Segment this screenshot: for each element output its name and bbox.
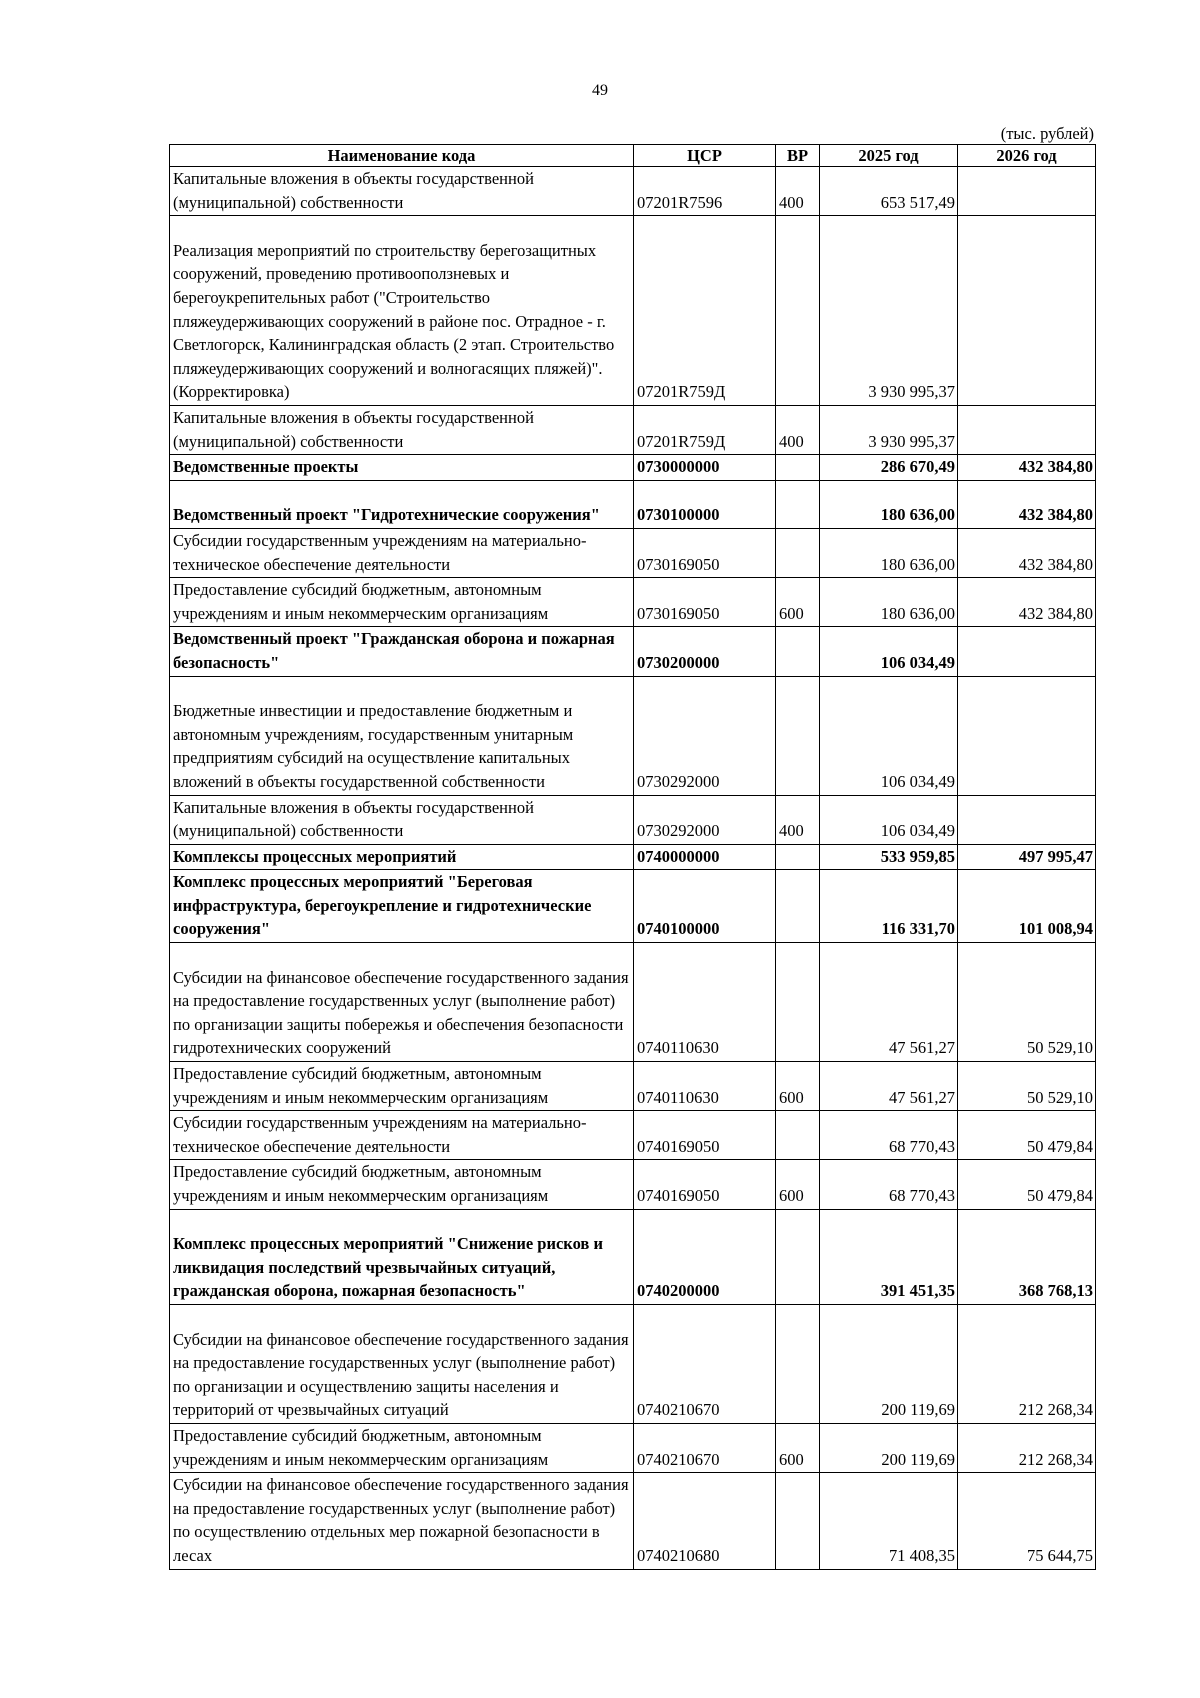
cell-csr: 0730000000 (634, 455, 776, 481)
cell-vr (776, 455, 820, 481)
cell-csr: 07201R759Д (634, 405, 776, 454)
cell-csr: 0730200000 (634, 627, 776, 676)
cell-name: Ведомственный проект "Гидротехнические сооружения" (170, 480, 634, 528)
cell-name: Субсидии на финансовое обеспечение государственного задания на предоставление государственных услуг (выполнение работ) по организации защиты побережья и обеспечения безопасности гидротехнических сооружений (170, 943, 634, 1062)
cell-vr (776, 870, 820, 943)
cell-csr: 07201R759Д (634, 216, 776, 406)
cell-y2025: 200 119,69 (820, 1305, 958, 1424)
cell-name: Предоставление субсидий бюджетным, автономным учреждениям и иным некоммерческим организациям (170, 1062, 634, 1111)
cell-csr: 0740110630 (634, 943, 776, 1062)
cell-y2025: 47 561,27 (820, 943, 958, 1062)
cell-vr (776, 1209, 820, 1304)
table-row (170, 1062, 1096, 1111)
cell-csr: 0740000000 (634, 844, 776, 870)
table-row (170, 578, 1096, 627)
cell-name: Предоставление субсидий бюджетным, автономным учреждениям и иным некоммерческим организациям (170, 578, 634, 627)
cell-name: Субсидии государственным учреждениям на материально-техническое обеспечение деятельности (170, 528, 634, 577)
cell-vr: 600 (776, 1160, 820, 1209)
cell-csr: 0740110630 (634, 1062, 776, 1111)
cell-y2026: 50 529,10 (958, 1062, 1096, 1111)
cell-y2025: 391 451,35 (820, 1209, 958, 1304)
header-csr: ЦСР (634, 145, 776, 167)
cell-y2026 (958, 216, 1096, 406)
cell-y2025: 71 408,35 (820, 1473, 958, 1569)
cell-y2025: 286 670,49 (820, 455, 958, 481)
cell-vr: 400 (776, 795, 820, 844)
cell-y2025: 200 119,69 (820, 1424, 958, 1473)
table-row (170, 676, 1096, 795)
table-row (170, 870, 1096, 943)
cell-y2026 (958, 405, 1096, 454)
cell-y2025: 653 517,49 (820, 167, 958, 216)
cell-name: Предоставление субсидий бюджетным, автономным учреждениям и иным некоммерческим организациям (170, 1424, 634, 1473)
cell-y2025: 106 034,49 (820, 627, 958, 676)
cell-y2026: 50 479,84 (958, 1160, 1096, 1209)
table-row (170, 943, 1096, 1062)
cell-y2026: 212 268,34 (958, 1305, 1096, 1424)
table-row (170, 1473, 1096, 1569)
cell-csr: 0740100000 (634, 870, 776, 943)
cell-name: Ведомственные проекты (170, 455, 634, 481)
table-row (170, 455, 1096, 481)
cell-y2026: 432 384,80 (958, 578, 1096, 627)
table-row (170, 844, 1096, 870)
cell-y2026: 50 529,10 (958, 943, 1096, 1062)
cell-y2025: 180 636,00 (820, 480, 958, 528)
table-row (170, 528, 1096, 577)
units-label: (тыс. рублей) (1000, 124, 1094, 143)
cell-csr: 0730169050 (634, 528, 776, 577)
cell-name: Предоставление субсидий бюджетным, автономным учреждениям и иным некоммерческим организациям (170, 1160, 634, 1209)
cell-y2025: 3 930 995,37 (820, 405, 958, 454)
cell-vr (776, 943, 820, 1062)
cell-name: Капитальные вложения в объекты государственной (муниципальной) собственности (170, 167, 634, 216)
cell-y2025: 68 770,43 (820, 1111, 958, 1160)
cell-y2026: 432 384,80 (958, 455, 1096, 481)
budget-table (169, 144, 1096, 1570)
cell-y2026: 75 644,75 (958, 1473, 1096, 1569)
cell-vr (776, 1305, 820, 1424)
cell-y2026 (958, 167, 1096, 216)
cell-csr: 0730292000 (634, 676, 776, 795)
cell-csr: 0740169050 (634, 1111, 776, 1160)
cell-name: Капитальные вложения в объекты государственной (муниципальной) собственности (170, 405, 634, 454)
cell-csr: 0730100000 (634, 480, 776, 528)
cell-y2025: 106 034,49 (820, 795, 958, 844)
cell-y2025: 116 331,70 (820, 870, 958, 943)
cell-csr: 0740210670 (634, 1305, 776, 1424)
cell-y2025: 68 770,43 (820, 1160, 958, 1209)
cell-y2025: 47 561,27 (820, 1062, 958, 1111)
cell-y2026: 432 384,80 (958, 480, 1096, 528)
page-number: 49 (592, 82, 608, 99)
table-row (170, 627, 1096, 676)
cell-vr (776, 627, 820, 676)
header-name: Наименование кода (170, 145, 634, 167)
cell-y2026: 101 008,94 (958, 870, 1096, 943)
cell-csr: 0740210680 (634, 1473, 776, 1569)
cell-y2026: 50 479,84 (958, 1111, 1096, 1160)
table-row (170, 1160, 1096, 1209)
cell-vr (776, 1473, 820, 1569)
cell-name: Капитальные вложения в объекты государственной (муниципальной) собственности (170, 795, 634, 844)
cell-vr (776, 844, 820, 870)
header-vr: ВР (776, 145, 820, 167)
cell-y2026 (958, 676, 1096, 795)
cell-csr: 07201R7596 (634, 167, 776, 216)
header-2026: 2026 год (958, 145, 1096, 167)
cell-vr: 600 (776, 1424, 820, 1473)
cell-y2025: 3 930 995,37 (820, 216, 958, 406)
cell-vr (776, 528, 820, 577)
cell-vr: 400 (776, 167, 820, 216)
cell-y2025: 180 636,00 (820, 578, 958, 627)
table-row (170, 216, 1096, 406)
cell-name: Ведомственный проект "Гражданская оборона и пожарная безопасность" (170, 627, 634, 676)
table-row (170, 1305, 1096, 1424)
table-row (170, 795, 1096, 844)
cell-vr: 600 (776, 578, 820, 627)
cell-y2025: 106 034,49 (820, 676, 958, 795)
cell-name: Комплекс процессных мероприятий "Снижение рисков и ликвидация последствий чрезвычайных ситуаций, гражданская оборона, пожарная безопасность" (170, 1209, 634, 1304)
cell-y2026: 212 268,34 (958, 1424, 1096, 1473)
table-row (170, 1209, 1096, 1304)
cell-vr: 400 (776, 405, 820, 454)
cell-name: Бюджетные инвестиции и предоставление бюджетным и автономным учреждениям, государственным унитарным предприятиям субсидий на осуществление капитальных вложений в объекты государственной собственности (170, 676, 634, 795)
cell-vr: 600 (776, 1062, 820, 1111)
table-row (170, 480, 1096, 528)
cell-vr (776, 1111, 820, 1160)
table-row (170, 405, 1096, 454)
table-row (170, 167, 1096, 216)
cell-y2026: 432 384,80 (958, 528, 1096, 577)
cell-csr: 0740210670 (634, 1424, 776, 1473)
cell-y2025: 533 959,85 (820, 844, 958, 870)
cell-y2026: 497 995,47 (958, 844, 1096, 870)
cell-name: Субсидии государственным учреждениям на материально-техническое обеспечение деятельности (170, 1111, 634, 1160)
cell-y2026 (958, 795, 1096, 844)
cell-name: Субсидии на финансовое обеспечение государственного задания на предоставление государственных услуг (выполнение работ) по осуществлению отдельных мер пожарной безопасности в лесах (170, 1473, 634, 1569)
cell-csr: 0740169050 (634, 1160, 776, 1209)
cell-name: Реализация мероприятий по строительству берегозащитных сооружений, проведению противооползневых и берегоукрепительных работ ("Строительство пляжеудерживающих сооружений в районе пос. Отрадное - г. Светлогорск, Калининградская область (2 этап. Строительство пляжеудерживающих сооружений и волногасящих пляжей)". (Корректировка) (170, 216, 634, 406)
table-row (170, 1111, 1096, 1160)
cell-vr (776, 676, 820, 795)
cell-vr (776, 480, 820, 528)
table-header-row (170, 145, 1096, 167)
cell-y2026: 368 768,13 (958, 1209, 1096, 1304)
cell-name: Комплексы процессных мероприятий (170, 844, 634, 870)
cell-y2026 (958, 627, 1096, 676)
cell-csr: 0730169050 (634, 578, 776, 627)
cell-name: Комплекс процессных мероприятий "Береговая инфраструктура, берегоукрепление и гидротехнические сооружения" (170, 870, 634, 943)
cell-csr: 0740200000 (634, 1209, 776, 1304)
cell-csr: 0730292000 (634, 795, 776, 844)
cell-y2025: 180 636,00 (820, 528, 958, 577)
cell-name: Субсидии на финансовое обеспечение государственного задания на предоставление государственных услуг (выполнение работ) по организации и осуществлению защиты населения и территорий от чрезвычайных ситуаций (170, 1305, 634, 1424)
table-row (170, 1424, 1096, 1473)
cell-vr (776, 216, 820, 406)
header-2025: 2025 год (820, 145, 958, 167)
